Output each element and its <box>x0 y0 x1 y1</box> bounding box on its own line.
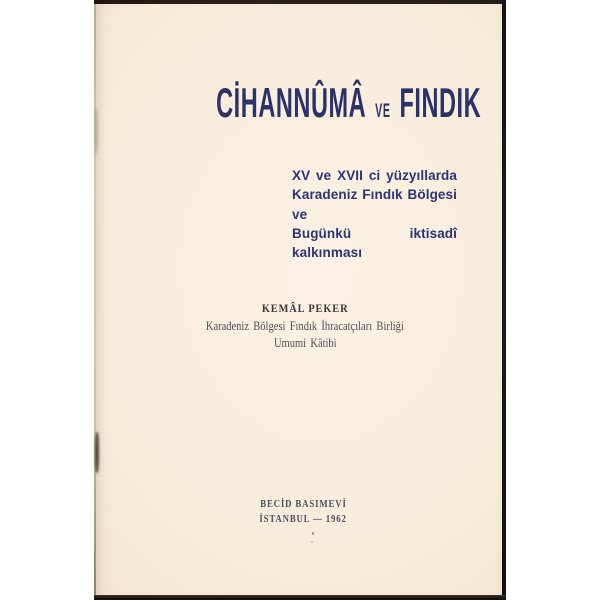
book-title-line <box>216 80 481 136</box>
publisher-name: BECİD BASIMEVİ <box>259 499 347 510</box>
book-top-edge-shadow <box>94 0 506 4</box>
edge-smudge-mark <box>95 432 99 473</box>
author-name: KEMÂL PEKER <box>261 303 349 315</box>
edge-shading-mark <box>95 108 98 154</box>
book-bottom-edge-shadow <box>94 595 506 600</box>
subtitle-line-1: XV ve XVII ci yüzyıllarda <box>292 168 457 183</box>
subtitle-line-3: Bugünkü iktisadî kalkınması <box>292 225 457 261</box>
paper-speck <box>312 532 314 535</box>
author-block <box>108 299 502 351</box>
author-name-line <box>108 299 502 318</box>
title-word-findik: FINDIK <box>399 79 482 126</box>
author-role: Umumi Kâtibi <box>273 335 337 350</box>
book-subtitle <box>292 166 457 262</box>
subtitle-line-2: Karadeniz Fındık Bölgesi ve <box>292 187 457 222</box>
author-affiliation-line <box>108 318 502 335</box>
title-word-cihannuma: CİHANNÛMÂ <box>216 79 367 126</box>
book-cover <box>94 0 506 600</box>
author-role-line <box>108 335 502 352</box>
publisher-city-year: İSTANBUL — 1962 <box>259 514 347 525</box>
title-connector-ve: VE <box>375 101 391 122</box>
city-year-line <box>104 511 502 526</box>
imprint-block <box>104 496 502 526</box>
book-title <box>112 80 502 136</box>
book-right-edge-shadow <box>502 0 506 600</box>
book-left-edge <box>94 0 96 600</box>
author-affiliation: Karadeniz Bölgesi Fındık İhracatçıları Birliği <box>205 319 405 333</box>
paper-speck <box>311 541 313 543</box>
publisher-line <box>104 496 502 511</box>
